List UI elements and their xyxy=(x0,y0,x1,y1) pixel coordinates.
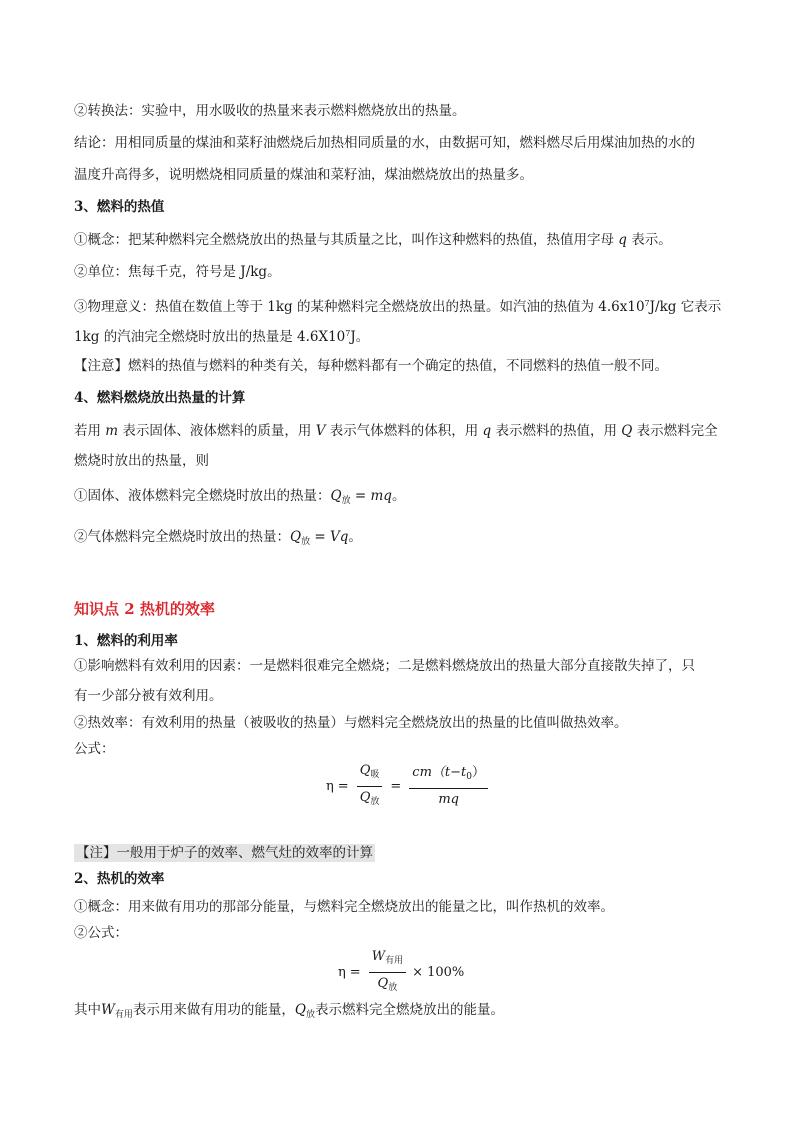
eta-symbol-2: η xyxy=(338,965,346,980)
fraction-denominator-2 xyxy=(435,789,462,809)
gas-formula-sub: 放 xyxy=(301,537,311,547)
explain-q-sub: 放 xyxy=(305,1010,315,1020)
solid-end: 。 xyxy=(391,488,406,504)
q-symbol: q xyxy=(618,232,627,248)
gas-label: ②气体燃料完全燃烧时放出的热量： xyxy=(74,529,290,545)
heat-value-meaning-2 xyxy=(74,324,724,347)
section-4-title: 4、燃料燃烧放出热量的计算 xyxy=(74,390,246,406)
q-absorb: Q xyxy=(359,763,371,778)
explain-text-c: 表示燃料完全燃烧放出的能量。 xyxy=(315,1002,504,1018)
stove-note-text: 【注】一般用于炉子的效率、燃气灶的效率的计算 xyxy=(76,845,373,861)
m-symbol: m xyxy=(105,423,119,439)
meaning-text-2: 1kg 的汽油完全燃烧时放出的热量是 4.6X10 xyxy=(74,329,346,345)
q-release-2-sub: 放 xyxy=(388,983,398,993)
fraction-numerator-2 xyxy=(409,764,488,789)
formula-label: 公式： xyxy=(74,741,115,757)
solid-formula-rhs: = mq xyxy=(350,488,392,504)
fraction-w-q xyxy=(369,948,406,997)
exponent-2: 7 xyxy=(345,329,351,338)
solid-fuel-formula-line xyxy=(74,486,724,511)
equals-sign: = xyxy=(337,779,349,794)
efficiency-formula-1 xyxy=(326,762,492,811)
solid-formula-sub: 放 xyxy=(341,496,351,506)
t0-sub: 0 xyxy=(466,772,472,782)
paren-close: ） xyxy=(471,765,485,780)
exponent: 7 xyxy=(644,299,650,308)
intro-text-d: 表示燃料的热值，用 xyxy=(491,423,622,439)
intro-text-a: 若用 xyxy=(74,423,106,439)
cm-term: cm（t−t xyxy=(412,765,467,780)
intro-text-b: 表示固体、液体燃料的质量，用 xyxy=(118,423,316,439)
heat-value-note: 【注意】燃料的热值与燃料的种类有关，每种燃料都有一个确定的热值，不同燃料的热值一般不同。 xyxy=(74,358,668,374)
big-q-symbol: Q xyxy=(621,423,633,439)
explain-text-a: 其中 xyxy=(74,1002,101,1018)
fraction-q-ratio xyxy=(357,762,383,811)
intro-text-c: 表示气体燃料的体积，用 xyxy=(325,423,483,439)
conclusion-line-2: 温度升高得多，说明燃烧相同质量的煤油和菜籽油，煤油燃烧放出的热量多。 xyxy=(74,167,533,183)
section-3-title: 3、燃料的热值 xyxy=(74,199,165,215)
heat-value-meaning-1 xyxy=(74,294,724,317)
w-useful: W xyxy=(371,949,386,964)
gas-formula-rhs: = Vq xyxy=(310,529,349,545)
mq-term: mq xyxy=(438,792,459,807)
heat-value-unit: ②单位：焦每千克，符号是 J/kg。 xyxy=(74,264,281,280)
fraction-cm-mq xyxy=(409,764,488,809)
engine-formula-label: ②公式： xyxy=(74,925,128,941)
eta-symbol: η xyxy=(326,779,334,794)
q-absorb-sub: 吸 xyxy=(370,770,380,780)
gas-fuel-formula-line xyxy=(74,527,724,552)
fraction-denominator xyxy=(357,787,383,811)
method-line: ②转换法：实验中，用水吸收的热量来表示燃料燃烧放出的热量。 xyxy=(74,103,466,119)
solid-formula-q: Q xyxy=(330,488,342,504)
v-symbol: V xyxy=(315,423,326,439)
meaning-text-end: J/kg 它表示 xyxy=(649,299,722,315)
q-release: Q xyxy=(359,790,371,805)
calc-intro-1 xyxy=(74,421,724,441)
factor-line-1: ①影响燃料有效利用的因素：一是燃料很难完全燃烧；二是燃料燃烧放出的热量大部分直接散失掉了，只 xyxy=(74,658,695,674)
conclusion-line-1: 结论：用相同质量的煤油和菜籽油燃烧后加热相同质量的水，由数据可知，燃料燃尽后用煤油加热的水的 xyxy=(74,135,695,151)
equals-sign-3: = xyxy=(349,965,361,980)
times-100-percent: × 100% xyxy=(412,965,465,980)
meaning-text: ③物理意义：热值在数值上等于 1kg 的某种燃料完全燃烧放出的热量。如汽油的热值为 4.6x10 xyxy=(74,299,645,315)
calc-intro-2: 燃烧时放出的热量，则 xyxy=(74,453,209,469)
intro-text-e: 表示燃料完全 xyxy=(632,423,718,439)
equals-sign-2: = xyxy=(390,779,402,794)
thermal-efficiency-line: ②热效率：有效利用的热量（被吸收的热量）与燃料完全燃烧放出的热量的比值叫做热效率。 xyxy=(74,715,628,731)
unit-1-title: 1、燃料的利用率 xyxy=(74,633,178,649)
concept-text-end: 表示。 xyxy=(626,232,672,248)
fraction-numerator xyxy=(357,762,383,787)
fraction-numerator-3 xyxy=(369,948,406,973)
heat-value-concept xyxy=(74,230,724,250)
w-useful-sub: 有用 xyxy=(385,956,404,966)
q-release-sub: 放 xyxy=(370,797,380,807)
knowledge-point-2-title: 知识点 2 热机的效率 xyxy=(74,600,215,618)
gas-formula-q: Q xyxy=(290,529,302,545)
q-symbol-2: q xyxy=(482,423,492,439)
factor-line-2: 有一少部分被有效利用。 xyxy=(74,688,223,704)
unit-2-title: 2、热机的效率 xyxy=(74,871,165,887)
concept-text: ①概念：把某种燃料完全燃烧放出的热量与其质量之比，叫作这种燃料的热值，热值用字母 xyxy=(74,232,619,248)
efficiency-formula-2 xyxy=(338,948,464,997)
explain-w-sub: 有用 xyxy=(114,1010,133,1020)
meaning-text-2-end: J。 xyxy=(350,329,370,345)
formula-explanation xyxy=(74,1000,724,1025)
engine-efficiency-concept: ①概念：用来做有用功的那部分能量，与燃料完全燃烧放出的能量之比，叫作热机的效率。 xyxy=(74,899,614,915)
gas-end: 。 xyxy=(348,529,362,545)
fraction-denominator-3 xyxy=(375,973,401,997)
explain-text-b: 表示用来做有用功的能量， xyxy=(132,1002,295,1018)
explain-q: Q xyxy=(294,1002,306,1018)
stove-note xyxy=(74,843,724,863)
explain-w: W xyxy=(101,1002,115,1018)
solid-label: ①固体、液体燃料完全燃烧时放出的热量： xyxy=(74,488,331,504)
q-release-2: Q xyxy=(377,976,389,991)
